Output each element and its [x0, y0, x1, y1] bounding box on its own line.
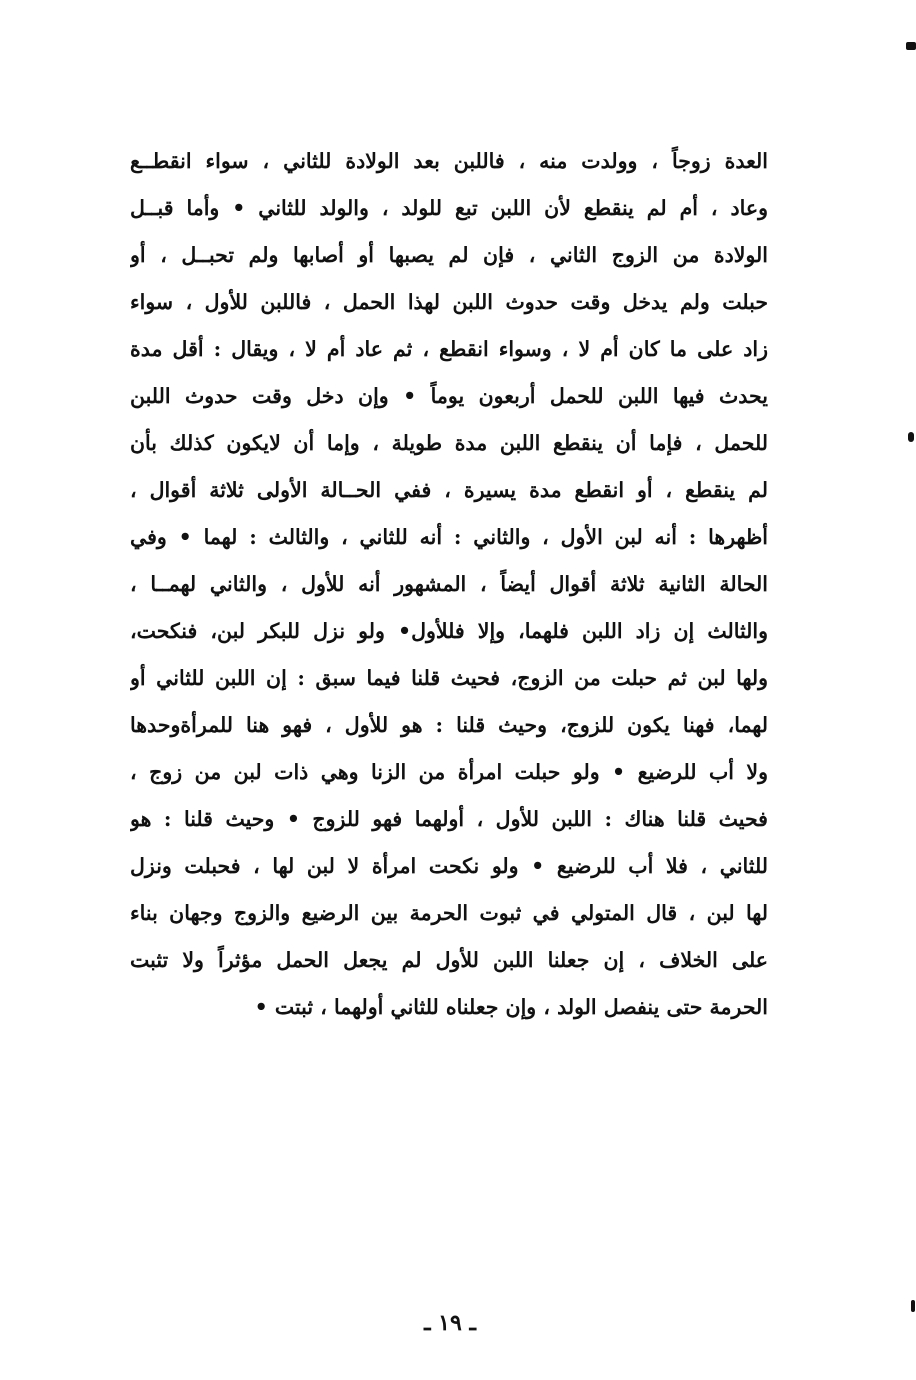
- text-line: لهما، فهنا يكون للزوج، وحيث قلنا : هو للأول ، فهو هنا للمرأةوحدها: [130, 713, 768, 737]
- text-line: يحدث فيها اللبن للحمل أربعون يوماً • وإن دخل وقت حدوث اللبن: [130, 384, 768, 408]
- page-number: ـ ١٩ ـ: [424, 1310, 476, 1336]
- text-line: لها لبن ، قال المتولي في ثبوت الحرمة بين الرضيع والزوج وجهان بناء: [130, 901, 768, 925]
- text-line: الحالة الثانية ثلاثة أقوال أيضاً ، المشهور أنه للأول ، والثاني لهمــا ،: [130, 572, 768, 596]
- text-line: للثاني ، فلا أب للرضيع • ولو نكحت امرأة لا لبن لها ، فحبلت ونزل: [130, 854, 768, 878]
- text-line: ولا أب للرضيع • ولو حبلت امرأة من الزنا وهي ذات لبن من زوج ،: [130, 760, 768, 784]
- body-text: [130, 138, 768, 1031]
- page-edge-mark-top: [906, 42, 916, 50]
- text-line: لم ينقطع ، أو انقطع مدة يسيرة ، ففي الحــالة الأولى ثلاثة أقوال ،: [130, 478, 768, 502]
- page-edge-mark-middle: [908, 432, 914, 442]
- text-line: للحمل ، فإما أن ينقطع اللبن مدة طويلة ، وإما أن لايكون كذلك بأن: [130, 431, 768, 455]
- text-line: الولادة من الزوج الثاني ، فإن لم يصبها أو أصابها ولم تحبــل ، أو: [130, 243, 768, 267]
- text-line: زاد على ما كان أم لا ، وسواء انقطع ، ثم عاد أم لا ، ويقال : أقل مدة: [130, 337, 768, 361]
- text-line: أظهرها : أنه لبن الأول ، والثاني : أنه للثاني ، والثالث : لهما • وفي: [130, 525, 768, 549]
- text-line: ولها لبن ثم حبلت من الزوج، فحيث قلنا فيما سبق : إن اللبن للثاني أو: [130, 666, 768, 690]
- text-line: الحرمة حتى ينفصل الولد ، وإن جعلناه للثاني أولهما ، ثبتت •: [254, 995, 768, 1019]
- text-line: وعاد ، أم لم ينقطع لأن اللبن تبع للولد ، والولد للثاني • وأما قبــل: [130, 196, 768, 220]
- text-line: على الخلاف ، إن جعلنا اللبن للأول لم يجعل الحمل مؤثراً ولا تثبت: [130, 948, 768, 972]
- text-line: حبلت ولم يدخل وقت حدوث اللبن لهذا الحمل ، فاللبن للأول ، سواء: [130, 290, 768, 314]
- text-line: والثالث إن زاد اللبن فلهما، وإلا فللأول• ولو نزل للبكر لبن، فنكحت،: [130, 619, 768, 643]
- page-edge-mark-bottom: [911, 1300, 915, 1312]
- text-line: العدة زوجاً ، وولدت منه ، فاللبن بعد الولادة للثاني ، سواء انقطــع: [130, 149, 768, 173]
- text-line: فحيث قلنا هناك : اللبن للأول ، أولهما فهو للزوج • وحيث قلنا : هو: [130, 807, 768, 831]
